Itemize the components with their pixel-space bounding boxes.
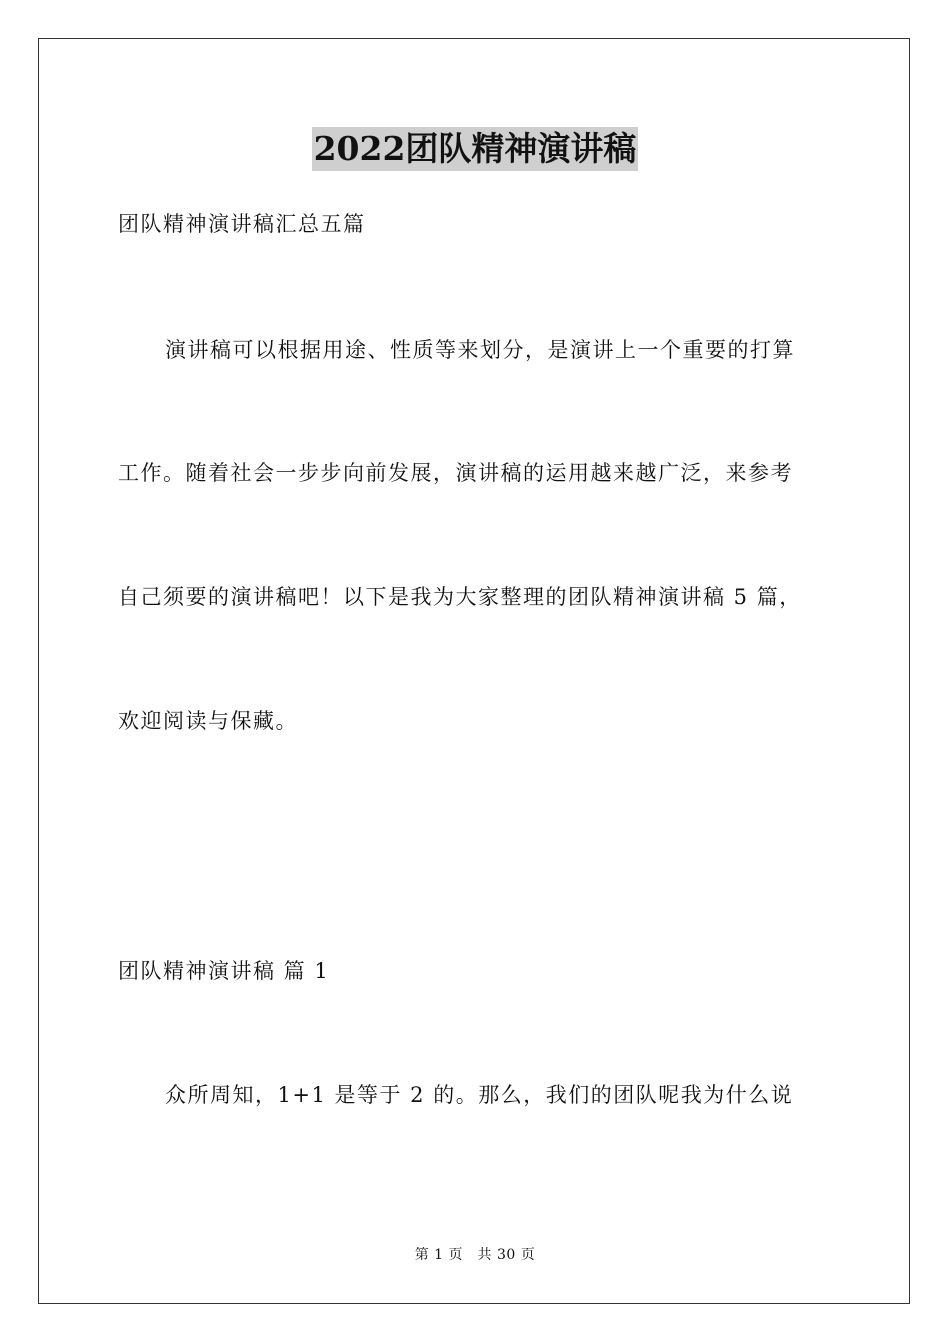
title-container: [0, 127, 950, 171]
intro-line-2: 工作。随着社会一步步向前发展，演讲稿的运用越来越广泛，来参考: [118, 461, 793, 485]
section-line-1: 众所周知，1+1 是等于 2 的。那么，我们的团队呢我为什么说: [165, 1083, 794, 1107]
intro-line-3: 自己须要的演讲稿吧！以下是我为大家整理的团队精神演讲稿 5 篇，: [118, 585, 802, 609]
page-footer: 第 1 页 共 30 页: [414, 1247, 536, 1263]
intro-line-1: 演讲稿可以根据用途、性质等来划分，是演讲上一个重要的打算: [165, 338, 795, 362]
section-heading: 团队精神演讲稿 篇 1: [118, 959, 330, 983]
document-subtitle: 团队精神演讲稿汇总五篇: [118, 212, 366, 236]
document-title: 2022团队精神演讲稿: [312, 127, 639, 171]
intro-line-4: 欢迎阅读与保藏。: [118, 709, 298, 733]
